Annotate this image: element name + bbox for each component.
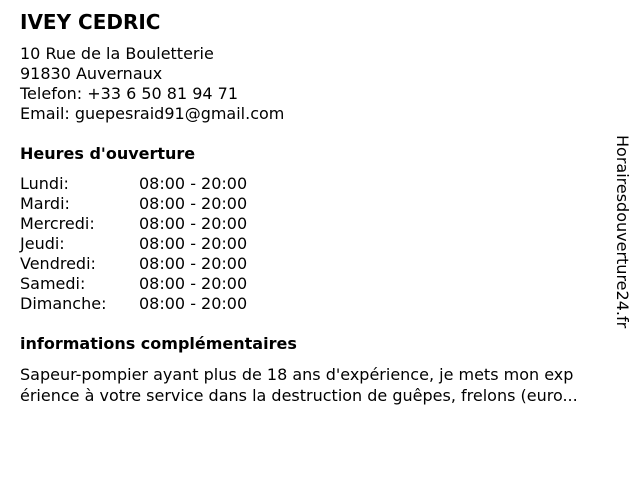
time-range: 08:00 - 20:00 bbox=[139, 254, 248, 273]
time-range: 08:00 - 20:00 bbox=[139, 274, 248, 293]
additional-info-heading: informations complémentaires bbox=[20, 334, 297, 353]
time-range: 08:00 - 20:00 bbox=[139, 174, 248, 193]
business-description bbox=[20, 364, 630, 406]
description-line: érience à votre service dans la destruction de guêpes, frelons (euro... bbox=[20, 386, 578, 405]
day-label: Jeudi: bbox=[20, 234, 65, 253]
address-street: 10 Rue de la Bouletterie bbox=[20, 44, 214, 63]
time-range: 08:00 - 20:00 bbox=[139, 194, 248, 213]
day-label: Lundi: bbox=[20, 174, 69, 193]
business-name: IVEY CEDRIC bbox=[20, 10, 161, 34]
day-label: Dimanche: bbox=[20, 294, 107, 313]
time-range: 08:00 - 20:00 bbox=[139, 294, 248, 313]
opening-hours-heading: Heures d'ouverture bbox=[20, 144, 196, 163]
day-label: Samedi: bbox=[20, 274, 86, 293]
day-label: Vendredi: bbox=[20, 254, 96, 273]
description-line: Sapeur-pompier ayant plus de 18 ans d'expérience, je mets mon exp bbox=[20, 365, 574, 384]
contact-block bbox=[20, 44, 284, 124]
time-range: 08:00 - 20:00 bbox=[139, 234, 248, 253]
day-label: Mercredi: bbox=[20, 214, 95, 233]
email-address: Email: guepesraid91@gmail.com bbox=[20, 104, 285, 123]
day-label: Mardi: bbox=[20, 194, 70, 213]
site-watermark: Horairesdouverture24.fr bbox=[613, 135, 632, 329]
phone-number: Telefon: +33 6 50 81 94 71 bbox=[20, 84, 239, 103]
address-city: 91830 Auvernaux bbox=[20, 64, 163, 83]
time-range: 08:00 - 20:00 bbox=[139, 214, 248, 233]
